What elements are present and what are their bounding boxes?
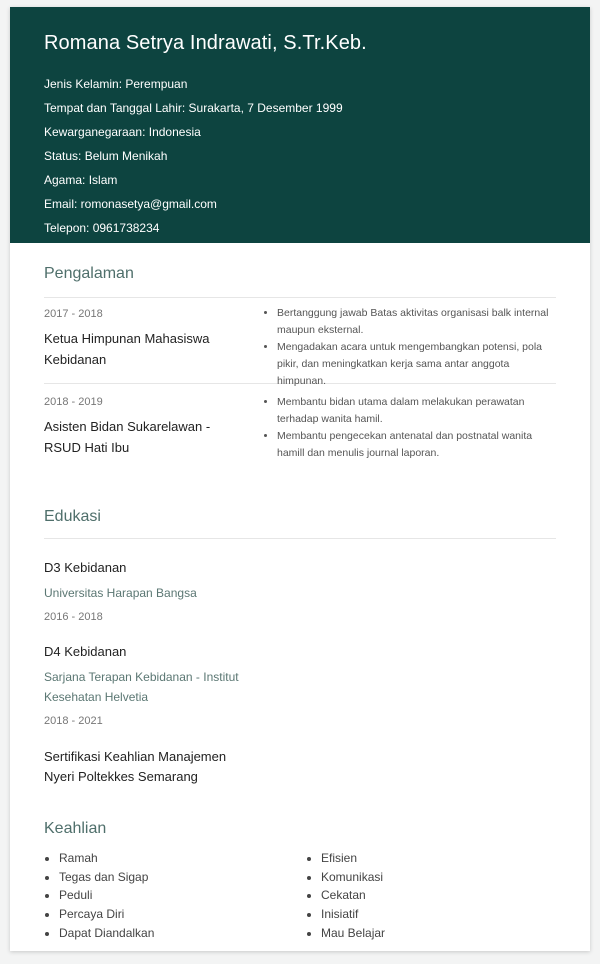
- skill-item: • Ramah: [59, 849, 154, 868]
- skills-title: Keahlian: [44, 820, 107, 837]
- skill-item: • Mau Belajar: [321, 924, 385, 943]
- list-item: • Membantu pengecekan antenatal dan postnatal wanita hamill dan menulis journal laporan.: [277, 428, 554, 462]
- info-religion: Agama: Islam: [44, 173, 118, 187]
- education-degree: D3 Kebidanan: [44, 560, 127, 575]
- skill-item: • Peduli: [59, 886, 154, 905]
- education-item: [44, 558, 556, 625]
- experience-period: 2017 - 2018: [44, 308, 103, 320]
- list-item: • Mengadakan acara untuk mengembangkan potensi, pola pikir, dan meningkatkan kerja sama antar anggota himpunan.: [277, 339, 554, 390]
- skill-item: • Efisien: [321, 849, 385, 868]
- education-school: Universitas Harapan Bangsa: [44, 586, 197, 600]
- certificate: Sertifikasi Keahlian Manajemen Nyeri Poltekkes Semarang: [44, 749, 227, 784]
- info-email: Email: romonasetya@gmail.com: [44, 197, 217, 211]
- education-title: Edukasi: [44, 508, 101, 525]
- experience-role: Ketua Himpunan Mahasiswa Kebidanan: [44, 331, 210, 367]
- education-school: Sarjana Terapan Kebidanan - Institut Kesehatan Helvetia: [44, 670, 239, 704]
- skills-column-right: [306, 849, 385, 943]
- personal-info: [44, 72, 556, 240]
- info-nationality: Kewarganegaraan: Indonesia: [44, 125, 201, 139]
- info-status: Status: Belum Menikah: [44, 149, 168, 163]
- info-gender: Jenis Kelamin: Perempuan: [44, 77, 188, 91]
- education-period: 2018 - 2021: [44, 715, 103, 727]
- experience-points: [264, 394, 554, 462]
- info-phone: Telepon: 0961738234: [44, 221, 160, 235]
- list-item: • Membantu bidan utama dalam melakukan perawatan terhadap wanita hamil.: [277, 394, 554, 428]
- experience-item: [44, 298, 556, 387]
- skill-item: • Tegas dan Sigap: [59, 868, 154, 887]
- experience-role: Asisten Bidan Sukarelawan - RSUD Hati Ibu: [44, 419, 211, 455]
- experience-period: 2018 - 2019: [44, 396, 103, 408]
- experience-item: [44, 384, 556, 474]
- divider: [44, 538, 556, 539]
- skills-list: [44, 849, 556, 949]
- skill-item: • Komunikasi: [321, 868, 385, 887]
- skill-item: • Inisiatif: [321, 905, 385, 924]
- education-degree: D4 Kebidanan: [44, 644, 127, 659]
- info-birth: Tempat dan Tanggal Lahir: Surakarta, 7 Desember 1999: [44, 101, 343, 115]
- skills-column-left: [44, 849, 154, 943]
- experience-title: Pengalaman: [44, 265, 134, 282]
- education-item: [44, 642, 556, 729]
- list-item: • Bertanggung jawab Batas aktivitas organisasi balk internal maupun eksternal.: [277, 305, 554, 339]
- experience-points: [264, 305, 554, 390]
- skill-item: • Cekatan: [321, 886, 385, 905]
- education-period: 2016 - 2018: [44, 611, 103, 623]
- skill-item: • Dapat Diandalkan: [59, 924, 154, 943]
- person-name: Romana Setrya Indrawati, S.Tr.Keb.: [44, 32, 367, 54]
- resume-header: [10, 7, 590, 243]
- resume-card: [10, 7, 590, 951]
- skill-item: • Percaya Diri: [59, 905, 154, 924]
- resume-body: [10, 265, 590, 949]
